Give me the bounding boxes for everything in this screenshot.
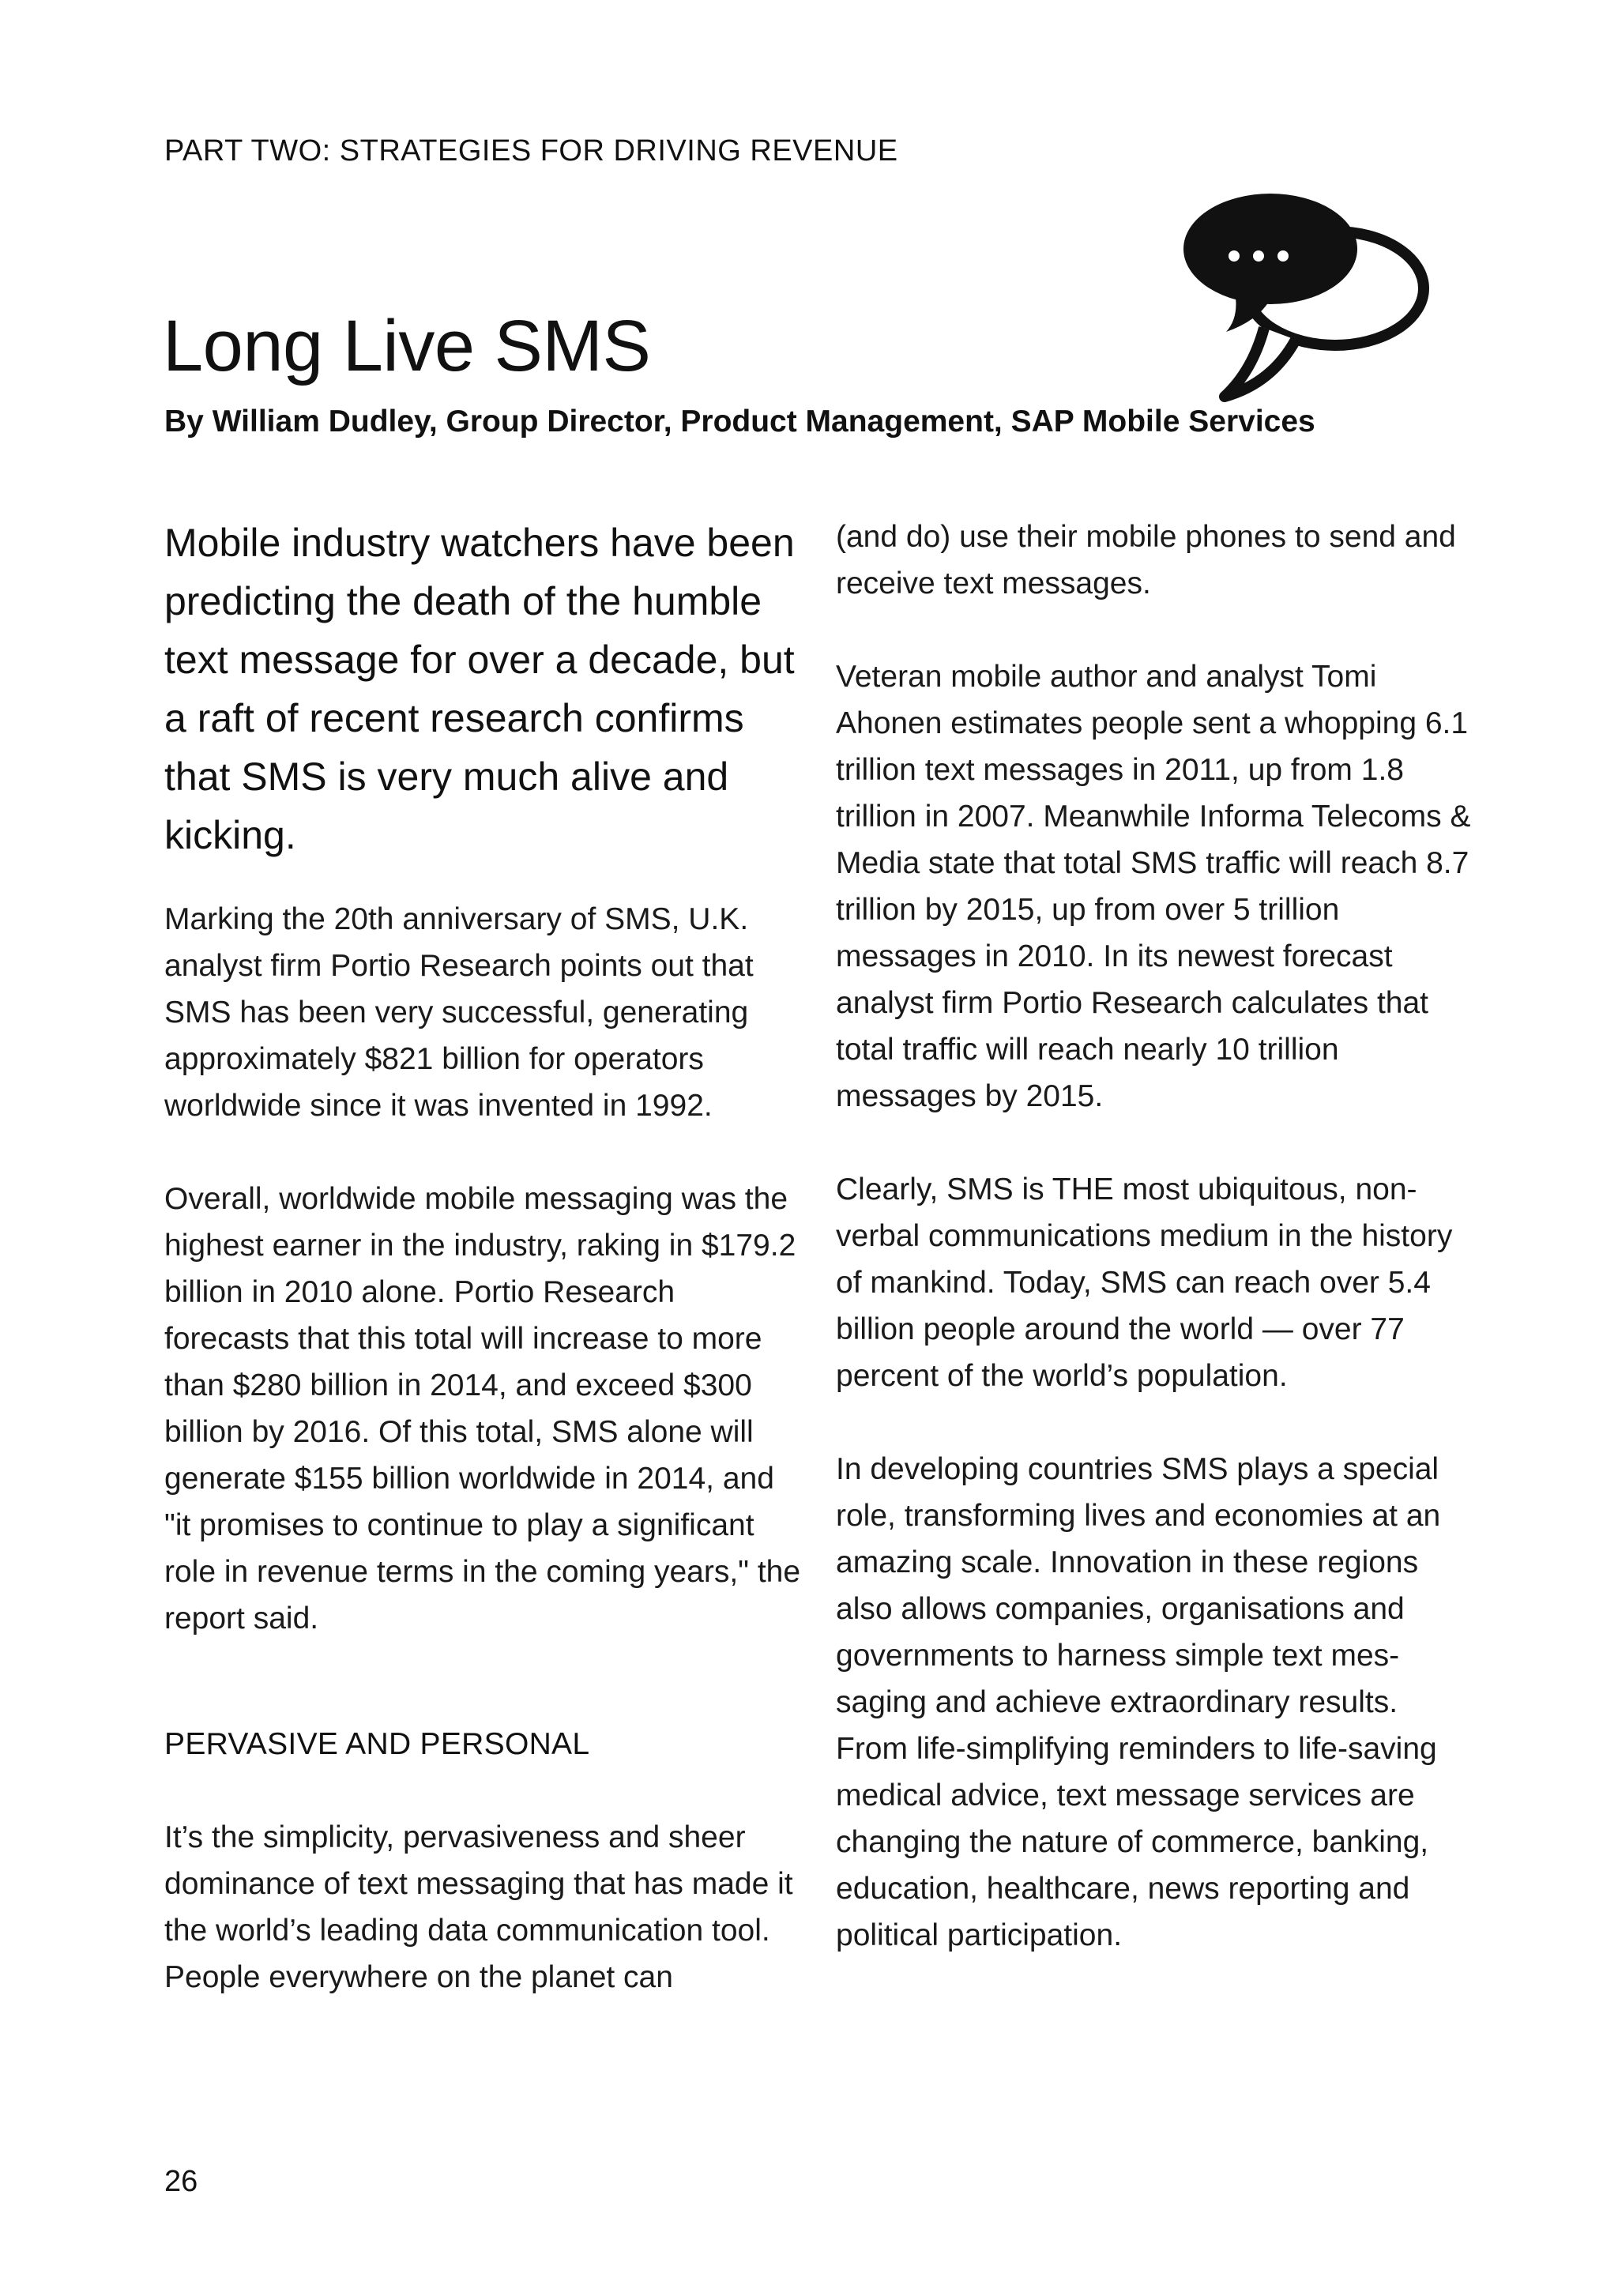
- body-paragraph: (and do) use their mobile phones to send and receive text messages.: [836, 520, 1456, 600]
- section-header: PART TWO: STRATEGIES FOR DRIVING REVENUE: [164, 134, 898, 167]
- body-paragraph: Marking the 20th anniversary of SMS, U.K. analyst firm Portio Research points out that SMS has been very successful, generating approximately $821 billion for operators worldwide since it was invented in 1992.: [164, 902, 754, 1123]
- right-column: [836, 514, 1476, 2005]
- speech-bubbles-icon: [1177, 190, 1438, 403]
- article-title: Long Live SMS: [163, 306, 651, 386]
- body-paragraph: Clearly, SMS is THE most ubiquitous, non-verbal communications medium in the history of mankind. Today, SMS can reach over 5.4 billion people around the world — over 77 percent of the world’s population.: [836, 1172, 1453, 1393]
- body-paragraph: Veteran mobile author and analyst Tomi Ahonen estimates people sent a whopping 6.1 trillion text messages in 2011, up from 1.8 trillion in 2007. Meanwhile Informa Telecoms & Media state that total SMS traffic will reach 8.7 trillion by 2015, up from over 5 trillion messages in 2010. In its newest forecast analyst firm Portio Research calculates that total traffic will reach nearly 10 trillion messages by 2015.: [836, 660, 1471, 1113]
- lead-paragraph: Mobile industry watchers have been predicting the death of the humble text message for over a decade, but a raft of recent research confirms that SMS is very much alive and kicking.: [164, 521, 795, 857]
- body-paragraph: Overall, worldwide mobile messaging was the highest earner in the industry, raking in $179.2 billion in 2010 alone. Portio Research forecasts that this total will increase to more than $280 billion in 2014, and exceed $300 billion by 2016. Of this total, SMS alone will generate $155 billion worldwide in 2014, and "it promises to continue to play a significant role in revenue terms in the coming years," the report said.: [164, 1182, 801, 1635]
- page-number: 26: [164, 2165, 198, 2198]
- article-byline: By William Dudley, Group Director, Product Management, SAP Mobile Services: [164, 405, 1315, 438]
- subheading: PERVASIVE AND PERSONAL: [164, 1727, 590, 1761]
- solid-bubble: [1183, 194, 1357, 332]
- body-paragraph: In developing countries SMS plays a special role, transforming lives and economies at an amazing scale. Innovation in these regions also allows companies, organisations and governments to harness simple text mes-saging and achieve extraordinary results. From life-simplifying reminders to life-saving medical advice, text message services are changing the nature of commerce, banking, education, healthcare, news reporting and political participation.: [836, 1452, 1441, 1952]
- body-paragraph: It’s the simplicity, pervasiveness and sheer dominance of text messaging that has made it the world’s leading data communication tool. People everywhere on the planet can: [164, 1820, 793, 1994]
- left-column: [164, 514, 804, 2047]
